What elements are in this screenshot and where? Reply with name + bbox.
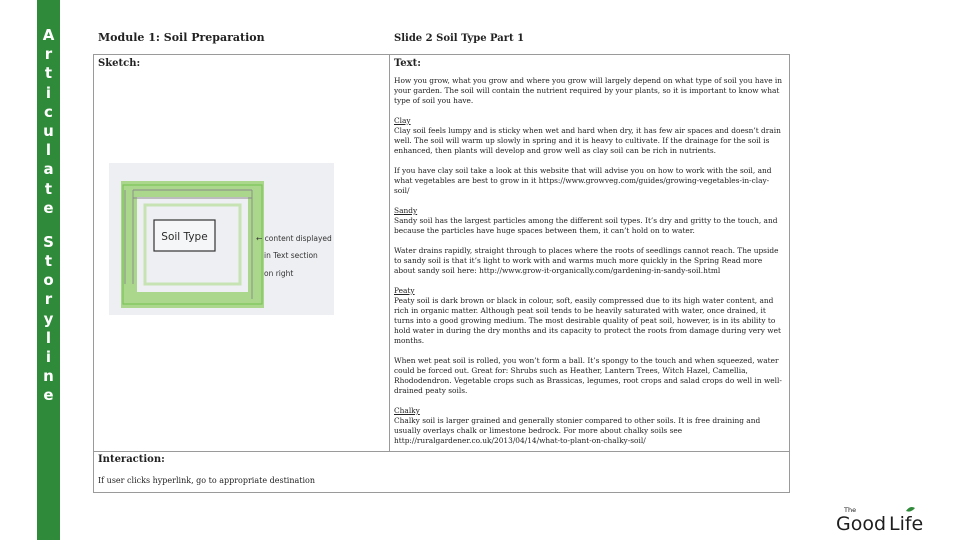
chalky-body[interactable]: Chalky soil is larger grained and generally stonier compared to other soils. It is free draining and usually overlays chalk or limestone bedrock. For more about chalky soils see http://ruralgardener.co.uk/2013/04/14/what-to-plant-on-chalky-soil/ xyxy=(394,416,761,445)
sketch-label: Sketch: xyxy=(98,58,141,69)
column-divider xyxy=(389,55,390,451)
logo-word-the: The xyxy=(844,506,857,514)
good-life-logo xyxy=(836,503,932,537)
interaction-label: Interaction: xyxy=(98,454,165,465)
sketch-box-label: Soil Type xyxy=(161,231,208,243)
sidebar-letter: t xyxy=(44,252,53,271)
logo-graphic xyxy=(836,503,932,537)
peaty-heading: Peaty xyxy=(394,286,415,295)
sidebar-title xyxy=(37,26,60,406)
sidebar-letter: c xyxy=(44,102,53,121)
sketch-note-line: on right xyxy=(264,269,294,278)
intro-paragraph: How you grow, what you grow and where you grow will largely depend on what type of soil you have in your garden. The soil will contain the nutrient required by your plants, so it is important to know what type of soil you have. xyxy=(394,76,783,105)
sketch-note-line: in Text section xyxy=(264,251,318,260)
sidebar-letter: S xyxy=(43,232,54,251)
interaction-note: If user clicks hyperlink, go to appropriate destination xyxy=(98,476,316,485)
text-label: Text: xyxy=(394,58,421,69)
sandy-body: Sandy soil has the largest particles among the different soil types. It’s dry and gritty to the touch, and because the particles have huge spaces between them, it can’t hold on to water. xyxy=(394,216,778,235)
sidebar-letter: i xyxy=(45,348,52,366)
module-title: Module 1: Soil Preparation xyxy=(98,31,265,44)
sandy-heading: Sandy xyxy=(394,206,418,215)
leaf-icon xyxy=(906,507,915,512)
sidebar-letter: t xyxy=(44,179,53,198)
sidebar-letter: i xyxy=(45,83,52,102)
sidebar-letter: e xyxy=(43,386,54,405)
logo-word-life: Life xyxy=(889,513,924,535)
clay-body: Clay soil feels lumpy and is sticky when wet and hard when dry, it has few air spaces and doesn’t drain well. The soil will warm up slowly in spring and it is heavy to cultivate. If the drainage for the soil is enhanced, then plants will develop and grow well as clay soil can be rich in nutrients. xyxy=(394,126,781,155)
sketch-drawing xyxy=(109,163,334,315)
sandy-section xyxy=(394,206,784,236)
clay-section xyxy=(394,116,784,156)
chalky-heading: Chalky xyxy=(394,406,420,415)
clay-link-paragraph[interactable]: If you have clay soil take a look at this website that will advise you on how to work with the soil, and what vegetables are best to grow in it https://www.growveg.com/guides/growing-vegetables-in-clay-soil/ xyxy=(394,166,772,195)
sidebar-letter: r xyxy=(44,290,53,309)
sidebar-letter: t xyxy=(44,64,53,83)
sidebar-letter: l xyxy=(45,328,52,347)
peaty-section xyxy=(394,286,784,346)
sketch-photo xyxy=(109,163,334,315)
sidebar-letter: A xyxy=(42,26,55,44)
sandy-link-paragraph[interactable]: Water drains rapidly, straight through to places where the roots of seedlings cannot reach. The upside to sandy soil is that it’s light to work with and warms much more quickly in the Spring Read more about sandy soil here: http://www.grow-it-organically.com/gardening-in-sandy-soil.html xyxy=(394,246,779,275)
sidebar-letter: y xyxy=(43,309,54,328)
sidebar-letter: r xyxy=(44,45,53,64)
sidebar-letter: o xyxy=(43,271,54,290)
sidebar-letter: a xyxy=(43,160,54,179)
sidebar-letter: l xyxy=(45,141,52,160)
sidebar xyxy=(37,0,60,540)
text-content xyxy=(394,76,784,456)
peaty-body: Peaty soil is dark brown or black in colour, soft, easily compressed due to its high water content, and rich in organic matter. Although peat soil tends to be heavily saturated with water, once drained, it turns into a good growing medium. The most desirable quality of peat soil, however, is in its ability to hold water in during the dry months and its capacity to protect the roots from damage during very wet months. xyxy=(394,296,781,345)
sidebar-letter: e xyxy=(43,198,54,217)
chalky-section[interactable] xyxy=(394,406,784,446)
sketch-note-line: ← content displayed xyxy=(256,234,332,243)
clay-heading: Clay xyxy=(394,116,411,125)
sidebar-letter: n xyxy=(43,367,54,386)
peaty-more-paragraph: When wet peat soil is rolled, you won’t form a ball. It’s spongy to the touch and when squeezed, water could be forced out. Great for: Shrubs such as Heather, Lantern Trees, Witch Hazel, Camellia, Rhododendron. Vegetable crops such as Brassicas, legumes, root crops and salad crops do well in well-drained peaty soils. xyxy=(394,356,782,395)
logo-word-good: Good xyxy=(836,513,887,535)
slide-title: Slide 2 Soil Type Part 1 xyxy=(394,33,525,44)
sidebar-letter: u xyxy=(43,121,54,140)
